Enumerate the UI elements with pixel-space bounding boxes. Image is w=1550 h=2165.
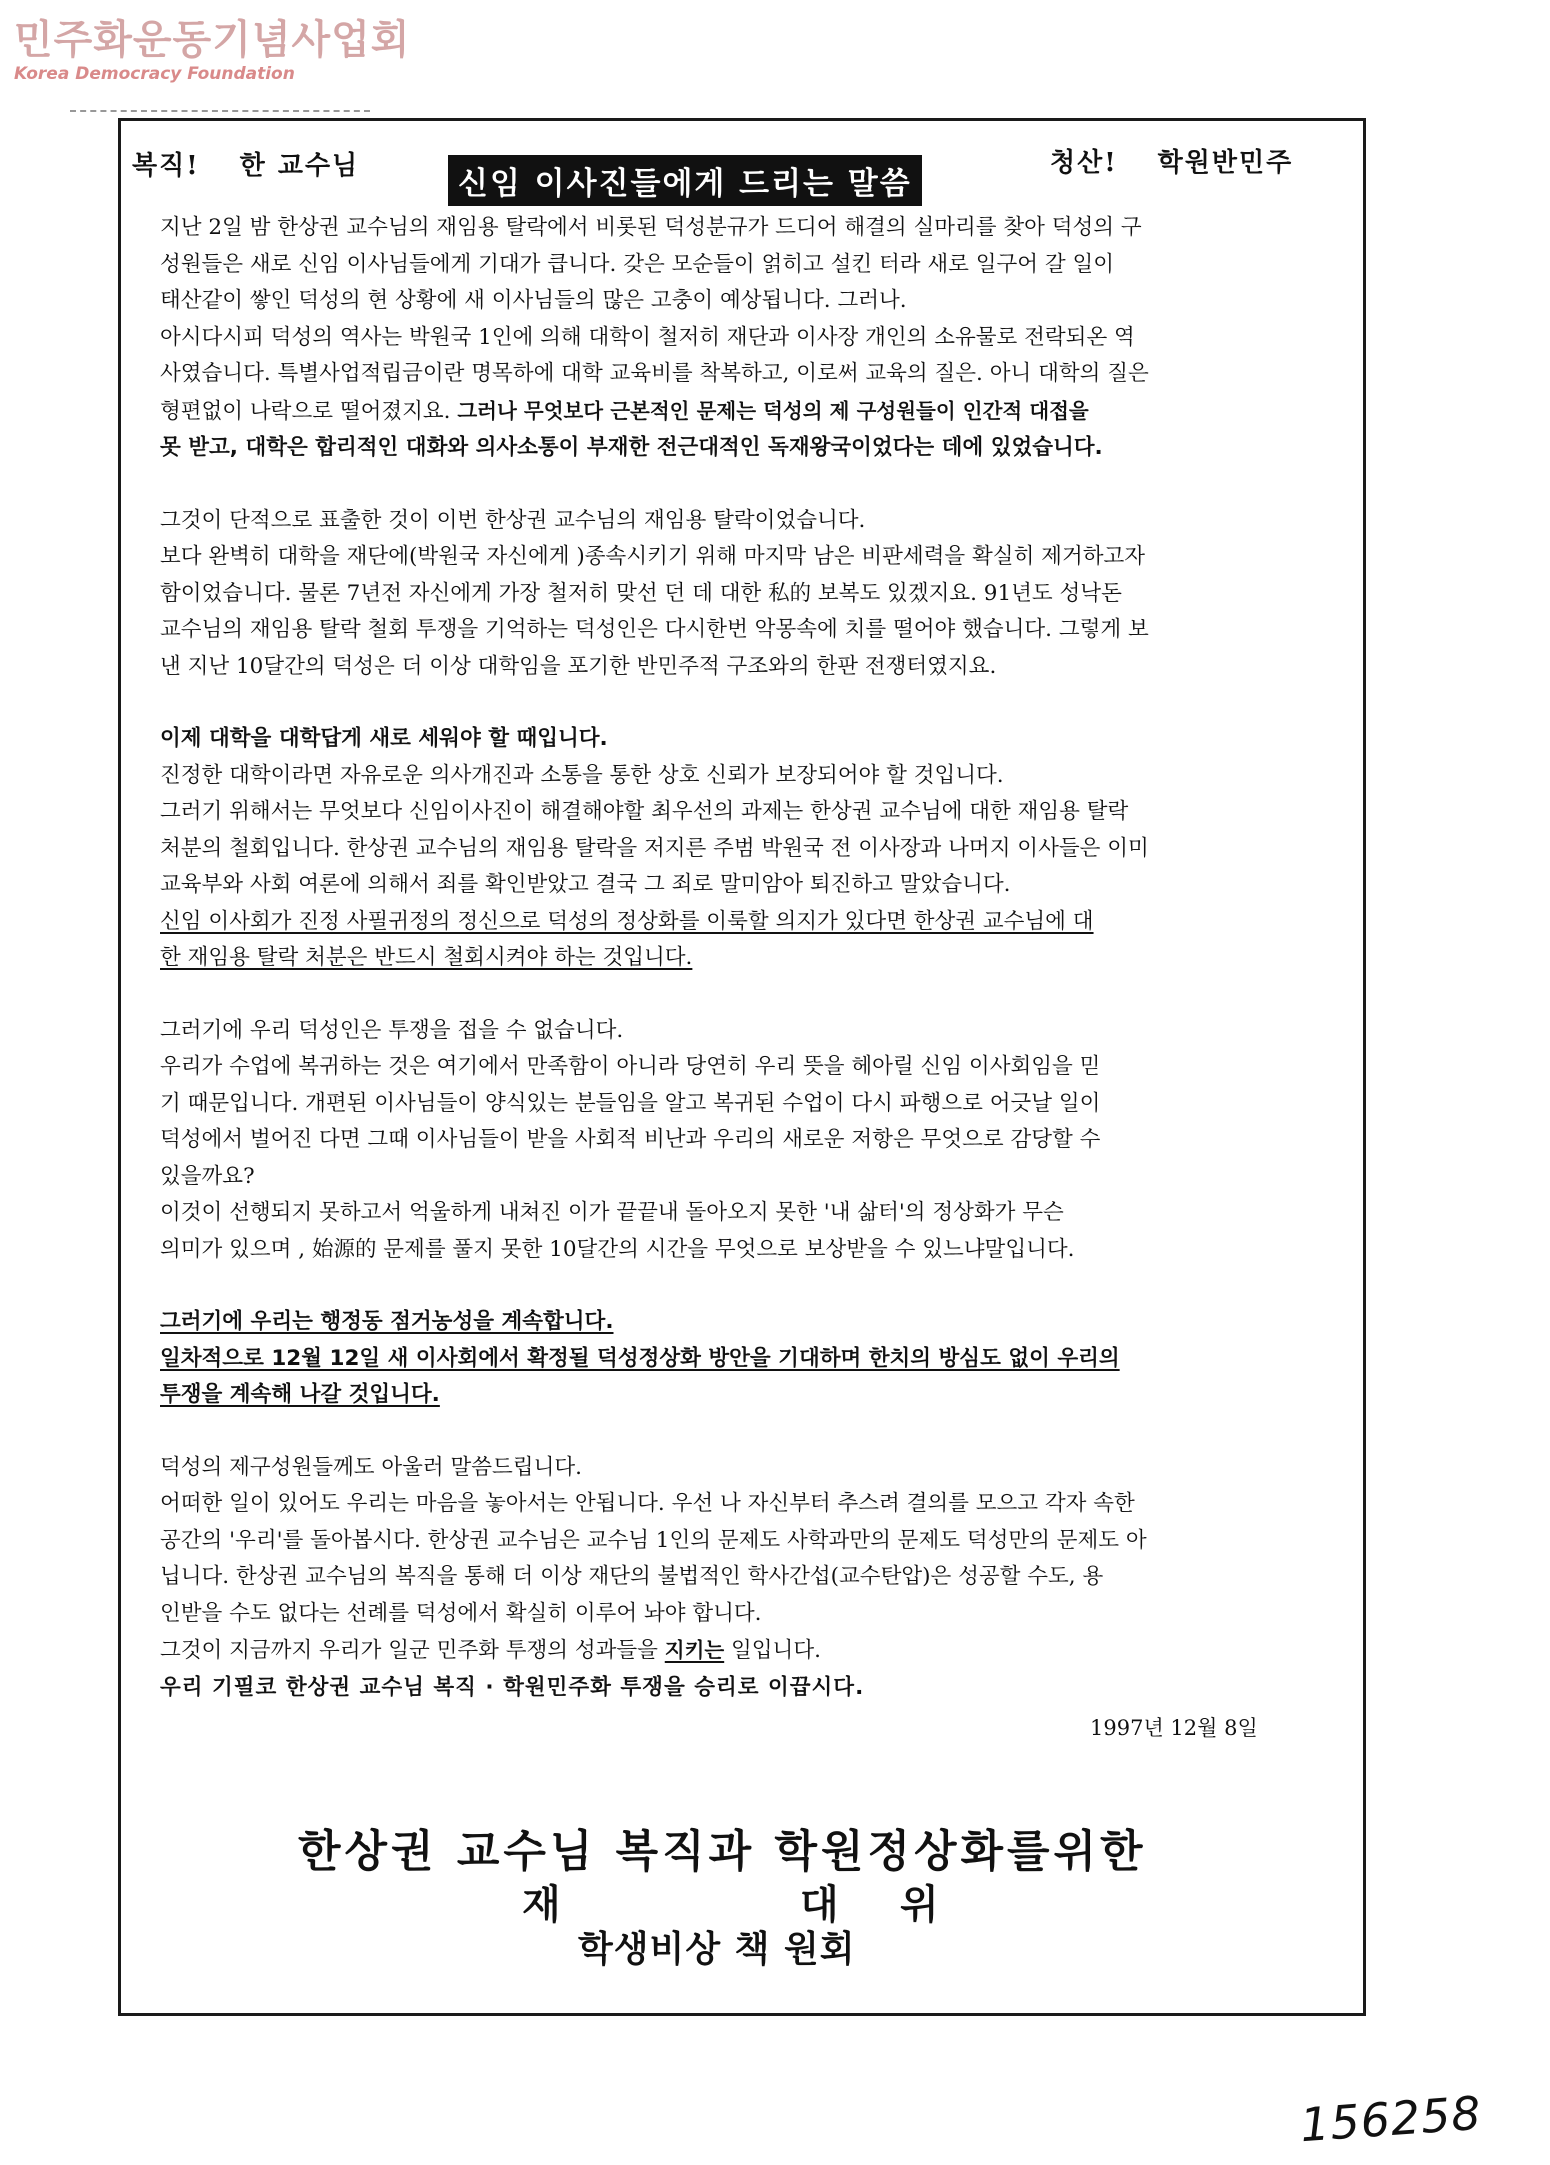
paragraph-2 [160, 503, 1338, 686]
header-left-slogan [132, 145, 359, 182]
paragraph-1 [160, 210, 1338, 467]
paragraph-5 [160, 1304, 1338, 1414]
text-line: 의미가 있으며 , 始源的 문제를 풀지 못한 10달간의 시간을 무엇으로 보상받을 수 있느냐말입니다. [160, 1236, 1075, 1262]
text-line: 기 때문입니다. 개편된 이사님들이 양식있는 분들임을 알고 복귀된 수업이 다시 파행으로 어긋날 일이 [160, 1090, 1101, 1116]
text-line: 처분의 철회입니다. 한상권 교수님의 재임용 탈락을 저지른 주범 박원국 전 이사장과 나머지 이사들은 이미 [160, 835, 1149, 861]
catalog-number: 156258 [1298, 2085, 1484, 2153]
bold-text: 그러나 무엇보다 근본적인 문제는 덕성의 제 구성원들이 인간적 대접을 [457, 398, 1089, 423]
org-line-1: 한상권 교수님 복직과 학원정상화를위한 [298, 1826, 1147, 1877]
bold-line: 못 받고, 대학은 합리적인 대화와 의사소통이 부재한 전근대적인 독재왕국이었다는 데에 있었습니다. [160, 435, 1103, 460]
org-line-2a: 재 [522, 1882, 561, 1928]
bold-underlined-line: 그러기에 우리는 행정동 점거농성을 계속합니다. [160, 1309, 614, 1334]
text-line: 낸 지난 10달간의 덕성은 더 이상 대학임을 포기한 반민주적 구조와의 한판 전쟁터였지요. [160, 653, 997, 679]
header-right-a: 청산! [1050, 148, 1118, 178]
header-left-a: 복직! [132, 151, 200, 181]
watermark-title: 민주화운동기념사업회 [14, 17, 411, 63]
bold-underlined-line: 일차적으로 12월 12일 새 이사회에서 확정될 덕성정상화 방안을 기대하며 한치의 방심도 없이 우리의 [160, 1345, 1120, 1371]
underlined-line: 신임 이사회가 진정 사필귀정의 정신으로 덕성의 정상화를 이룩할 의지가 있다면 한상권 교수님에 대 [160, 908, 1094, 934]
org-line-2b: 대 [800, 1882, 839, 1928]
text-line: 그러기 위해서는 무엇보다 신임이사진이 해결해야할 최우선의 과제는 한상권 교수님에 대한 재임용 탈락 [160, 799, 1129, 824]
paragraph-4 [160, 1013, 1338, 1269]
paragraph-3 [160, 721, 1338, 977]
watermark-subtitle: Korea Democracy Foundation [14, 64, 295, 84]
text-line: 그러기에 우리 덕성인은 투쟁을 접을 수 없습니다. [160, 1017, 624, 1043]
text-line: 보다 완벽히 대학을 재단에(박원국 자신에게 )종속시키기 위해 마지막 남은 비판세력을 확실히 제거하고자 [160, 544, 1146, 569]
text-line: 있을까요? [160, 1163, 255, 1189]
watermark-logo [14, 18, 410, 84]
letter-body [160, 210, 1338, 1706]
text-line [160, 1632, 1338, 1670]
header-right-b: 학원반민주 [1157, 148, 1294, 178]
text-span: 그것이 지금까지 우리가 일군 민주화 투쟁의 성과들을 [160, 1638, 665, 1663]
text-line: 교육부와 사회 여론에 의해서 죄를 확인받았고 결국 그 죄로 말미암아 퇴진하고 말았습니다. [160, 872, 1011, 897]
header-left-b: 한 교수님 [239, 151, 360, 181]
bold-underlined-line: 투쟁을 계속해 나갈 것입니다. [160, 1382, 440, 1407]
text-line: 진정한 대학이라면 자유로운 의사개진과 소통을 통한 상호 신뢰가 보장되어야 할 것입니다. [160, 762, 1004, 788]
underlined-line: 한 재임용 탈락 처분은 반드시 철회시켜야 하는 것입니다. [160, 945, 693, 970]
paragraph-6 [160, 1450, 1338, 1707]
document-title: 신임 이사진들에게 드리는 말씀 [448, 155, 922, 206]
header-right-slogan [1050, 142, 1293, 179]
text-line: 함이었습니다. 물론 7년전 자신에게 가장 철저히 맞선 던 데 대한 私的 보복도 있겠지요. 91년도 성낙돈 [160, 580, 1122, 606]
text-line: 지난 2일 밤 한상권 교수님의 재임용 탈락에서 비롯된 덕성분규가 드디어 해결의 실마리를 찾아 덕성의 구 [160, 215, 1142, 240]
text-line: 덕성의 제구성원들께도 아울러 말씀드립니다. [160, 1454, 582, 1480]
text-line: 아시다시피 덕성의 역사는 박원국 1인에 의해 대학이 철저히 재단과 이사장 개인의 소유물로 전락되온 역 [160, 324, 1135, 350]
closing-slogan: 우리 기필코 한상권 교수님 복직 · 학원민주화 투쟁을 승리로 이끕시다. [160, 1674, 865, 1700]
text-line: 공간의 '우리'를 돌아봅시다. 한상권 교수님은 교수님 1인의 문제도 사학과만의 문제도 덕성만의 문제도 아 [160, 1527, 1147, 1553]
text-line: 닙니다. 한상권 교수님의 복직을 통해 더 이상 재단의 불법적인 학사간섭(교수탄압)은 성공할 수도, 용 [160, 1564, 1104, 1589]
org-line-3: 학생비상 책 원회 [578, 1929, 856, 1970]
text-line [160, 393, 1338, 431]
text-line: 교수님의 재임용 탈락 철회 투쟁을 기억하는 덕성인은 다시한번 악몽속에 치를 떨어야 했습니다. 그렇게 보 [160, 617, 1149, 642]
text-line: 성원들은 새로 신임 이사님들에게 기대가 큽니다. 갖은 모순들이 얽히고 설킨 터라 새로 일구어 갈 일이 [160, 251, 1115, 277]
text-span: 일입니다. [724, 1638, 821, 1663]
text-line: 인받을 수도 없다는 선례를 덕성에서 확실히 이루어 놔야 합니다. [160, 1600, 762, 1626]
emphasis-text: 지키는 [664, 1638, 725, 1662]
text-line: 태산같이 쌓인 덕성의 현 상황에 새 이사님들의 많은 고충이 예상됩니다. 그러나. [160, 288, 907, 313]
text-line: 어떠한 일이 있어도 우리는 마음을 놓아서는 안됩니다. 우선 나 자신부터 추스려 결의를 모으고 각자 속한 [160, 1491, 1135, 1516]
text-line: 그것이 단적으로 표출한 것이 이번 한상권 교수님의 재임용 탈락이었습니다. [160, 507, 866, 533]
bold-line: 이제 대학을 대학답게 새로 세워야 할 때입니다. [160, 726, 608, 751]
document-date: 1997년 12월 8일 [1090, 1716, 1258, 1740]
text-line: 이것이 선행되지 못하고서 억울하게 내쳐진 이가 끝끝내 돌아오지 못한 '내 삶터'의 정상화가 무슨 [160, 1200, 1064, 1225]
org-line-2c: 위 [900, 1882, 939, 1928]
text-line: 우리가 수업에 복귀하는 것은 여기에서 만족함이 아니라 당연히 우리 뜻을 헤아릴 신임 이사회임을 믿 [160, 1054, 1101, 1079]
text-span: 형편없이 나락으로 떨어졌지요. [160, 398, 458, 424]
text-line: 덕성에서 벌어진 다면 그때 이사님들이 받을 사회적 비난과 우리의 새로운 저항은 무엇으로 감당할 수 [160, 1127, 1101, 1152]
text-line: 사였습니다. 특별사업적립금이란 명목하에 대학 교육비를 착복하고, 이로써 교육의 질은. 아니 대학의 질은 [160, 361, 1149, 386]
